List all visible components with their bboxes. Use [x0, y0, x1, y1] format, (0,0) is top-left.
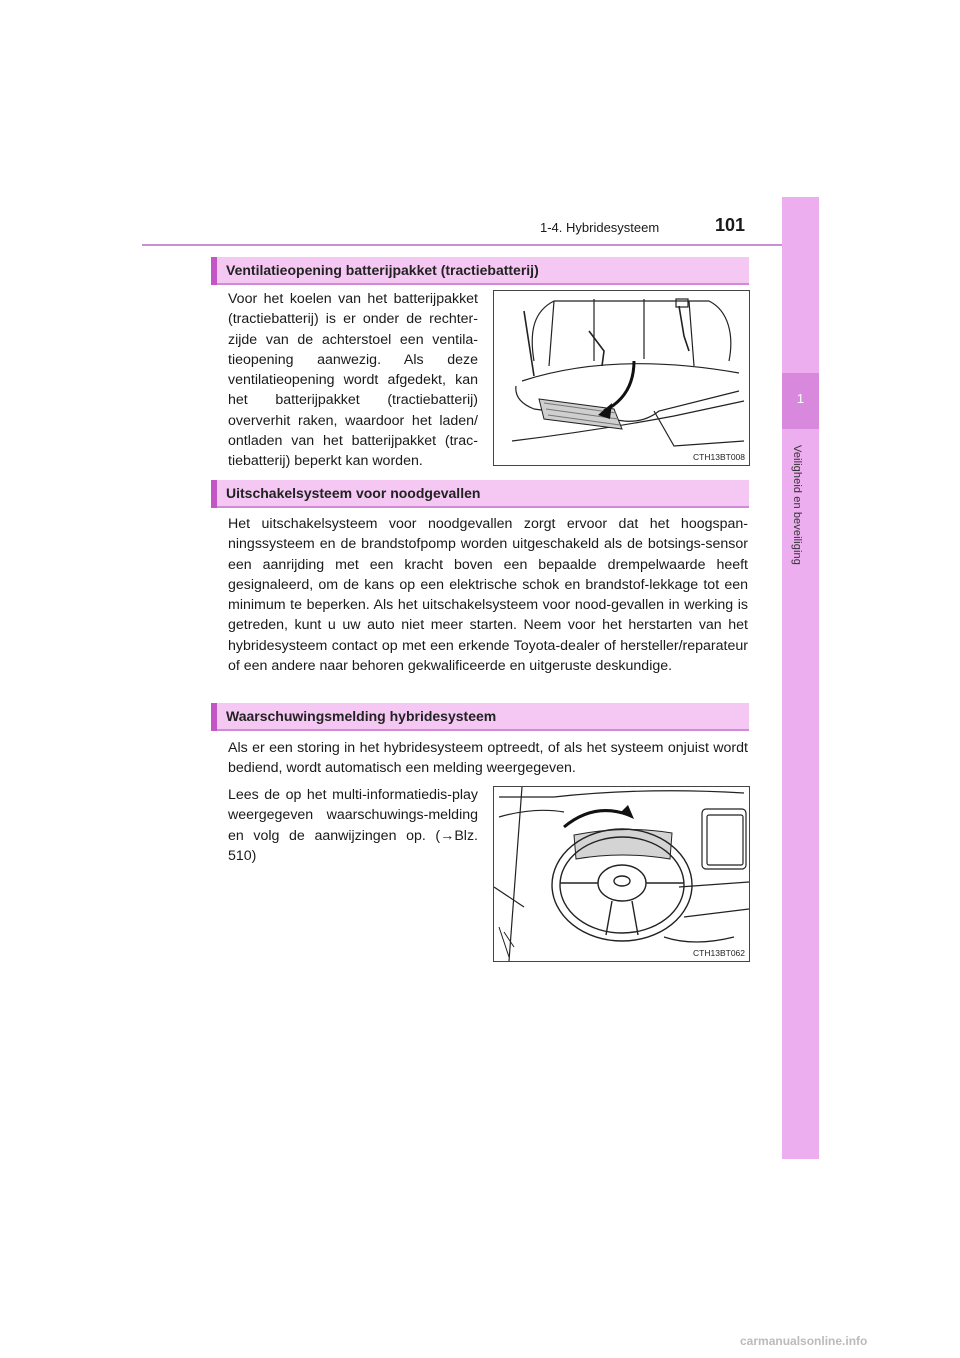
figure-code: CTH13BT008: [693, 452, 745, 462]
hybrid-warning-paragraph: Als er een storing in het hybridesysteem optreedt, of als het systeem onjuist wordt bediend, wordt automatisch een melding weergegeven.: [228, 740, 748, 777]
figure-code: CTH13BT062: [693, 948, 745, 958]
dashboard-illustration: [493, 786, 750, 962]
hybrid-warning-instruction: Lees de op het multi-informatiedis-play weergegeven waarschuwings-melding en volg de aanwijzingen op. (→Blz. 510): [228, 787, 478, 864]
page-number: 101: [715, 215, 746, 235]
chapter-side-tab: [782, 197, 819, 1159]
vent-arrow: [604, 361, 634, 411]
chapter-number: 1: [796, 391, 805, 406]
chapter-title: Veiligheid en beveiliging: [791, 445, 803, 565]
rear-seat-vent-illustration: [493, 290, 750, 466]
section-heading-text: Waarschuwingsmelding hybridesysteem: [226, 708, 497, 724]
header-rule: [142, 244, 818, 246]
section-heading-text: Uitschakelsysteem voor noodgevallen: [226, 485, 481, 501]
ventilation-paragraph: Voor het koelen van het batterijpakket (tractiebatterij) is er onder de rechter-zijde van de achterstoel een ventila-tieopening aanwezig. Als deze ventilatieopening wordt afgedekt, kan het batterijpakket (tractiebatterij) oververhit raken, waardoor het laden/ ontladen van het batterijpakket (trac-tiebatterij) beperkt kan worden.: [228, 291, 478, 470]
section-heading-text: Ventilatieopening batterijpakket (tractiebatterij): [226, 262, 539, 278]
watermark: carmanualsonline.info: [740, 1334, 868, 1348]
rear-seat-drawing: [494, 291, 749, 465]
section-heading-ventilation: [211, 257, 749, 285]
section-heading-hybrid-warning: [211, 703, 749, 731]
steering-wheel-drawing: [494, 787, 749, 961]
emergency-shutoff-paragraph: Het uitschakelsysteem voor noodgevallen zorgt ervoor dat het hoogspan-ningssysteem en de brandstofpomp worden uitgeschakeld als de botsings-sensor een aanrijding met een kracht boven een bepaalde drempelwaarde heeft gesignaleerd, om de kans op een elektrische schok en brandstof-lekkage tot een minimum te beperken. Als het uitschakelsysteem voor nood-gevallen in werking is getreden, kunt u uw auto niet meer starten. Neem voor het herstarten van het hybridesysteem contact op met een erkende Toyota-dealer of hersteller/reparateur of een andere naar behoren gekwalificeerde en uitgeruste deskundige.: [228, 516, 748, 675]
section-heading-emergency-shutoff: [211, 480, 749, 508]
header-section-title: 1-4. Hybridesysteem: [540, 220, 660, 235]
display-arrow: [564, 811, 629, 827]
